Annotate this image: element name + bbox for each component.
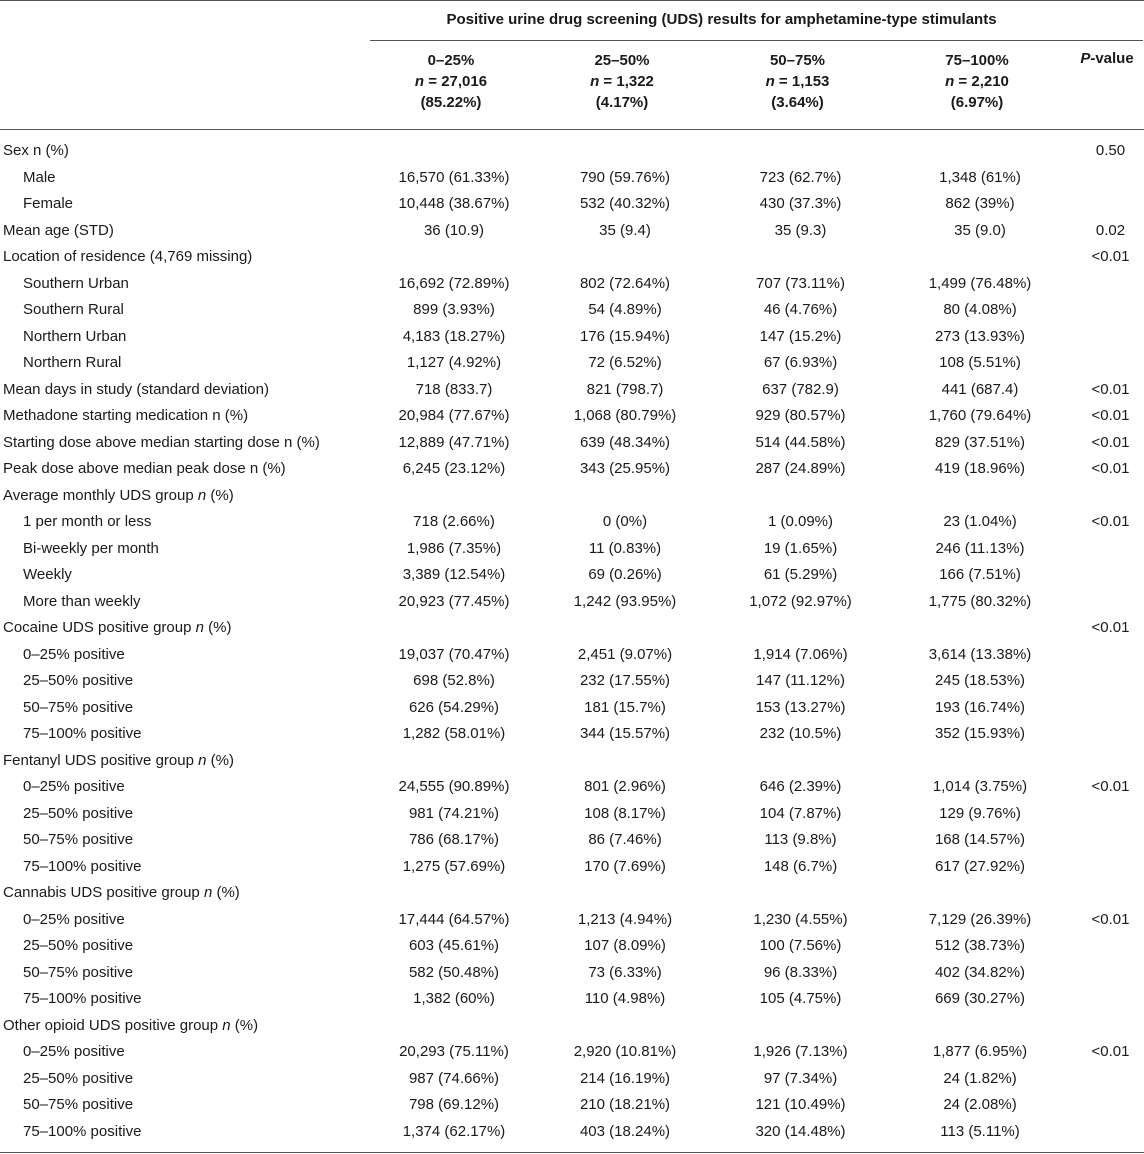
row-label: Male <box>23 168 56 186</box>
table-cell: 12,889 (47.71%) <box>398 433 510 451</box>
table-cell: 512 (38.73%) <box>934 937 1026 954</box>
table-cell: 11 (0.83%) <box>588 539 662 557</box>
table-cell: 20,923 (77.45%) <box>398 592 510 610</box>
row-label: Fentanyl UDS positive group n (%) <box>3 751 234 769</box>
table-row <box>0 377 1144 404</box>
table-cell: 344 (15.57%) <box>579 725 671 742</box>
row-label: 75–100% positive <box>23 725 142 742</box>
p-value-cell <box>1074 748 1144 775</box>
table-cell: 1,986 (7.35%) <box>406 539 502 557</box>
p-value-cell: <0.01 <box>1091 380 1130 398</box>
table-cell: 582 (50.48%) <box>408 963 500 981</box>
table-cell: 430 (37.3%) <box>759 195 842 212</box>
table-cell: 1,775 (80.32%) <box>928 592 1032 610</box>
table-cell <box>886 244 1074 271</box>
row-label: Mean age (STD) <box>3 221 114 239</box>
p-value-cell: <0.01 <box>1091 433 1130 451</box>
table-cell: 639 (48.34%) <box>579 433 671 451</box>
row-label: 75–100% positive <box>23 857 142 875</box>
column-header-75-100 <box>883 50 1071 113</box>
p-value-cell <box>1074 165 1144 192</box>
row-label: Sex n (%) <box>3 142 69 159</box>
table-row <box>0 668 1144 695</box>
row-label: 75–100% positive <box>23 990 142 1007</box>
p-value-cell <box>1074 1013 1144 1040</box>
table-cell: 16,570 (61.33%) <box>398 168 510 186</box>
row-label: 0–25% positive <box>23 778 125 795</box>
table-cell: 403 (18.24%) <box>579 1122 671 1140</box>
table-cell: 104 (7.87%) <box>759 804 842 822</box>
table-cell: 646 (2.39%) <box>759 778 842 795</box>
table-cell: 273 (13.93%) <box>934 327 1026 345</box>
row-label: Southern Rural <box>23 301 124 318</box>
p-value-cell <box>1074 483 1144 510</box>
p-value-cell <box>1074 695 1144 722</box>
table-cell: 1,127 (4.92%) <box>406 354 502 371</box>
table-cell: 35 (9.4) <box>599 221 651 239</box>
p-value-cell <box>1074 324 1144 351</box>
table-cell <box>886 138 1074 165</box>
table-cell <box>886 880 1074 907</box>
p-value-cell <box>1074 880 1144 907</box>
table-cell <box>715 1013 886 1040</box>
p-value-cell: <0.01 <box>1091 1043 1130 1060</box>
table-cell: 532 (40.32%) <box>579 195 671 212</box>
column-n: n = 27,016 <box>414 73 488 90</box>
table-cell: 669 (30.27%) <box>934 990 1026 1007</box>
table-row <box>0 350 1144 377</box>
table-cell: 69 (0.26%) <box>588 566 662 583</box>
table-row <box>0 1092 1144 1119</box>
table-cell: 210 (18.21%) <box>579 1096 671 1113</box>
p-value-cell <box>1074 933 1144 960</box>
table-cell: 3,614 (13.38%) <box>928 645 1032 663</box>
table-cell: 166 (7.51%) <box>939 566 1021 583</box>
p-value-cell: <0.01 <box>1091 513 1130 530</box>
table-cell: 343 (25.95%) <box>579 460 671 477</box>
p-value-cell: 0.02 <box>1095 221 1126 239</box>
table-cell <box>373 244 535 271</box>
table-cell: 1,382 (60%) <box>413 990 495 1007</box>
table-cell <box>715 483 886 510</box>
p-value-cell <box>1074 297 1144 324</box>
table-cell: 170 (7.69%) <box>584 857 666 875</box>
table-cell: 1,213 (4.94%) <box>577 910 673 928</box>
table-cell <box>715 138 886 165</box>
table-cell: 193 (16.74%) <box>934 698 1026 716</box>
table-cell: 929 (80.57%) <box>755 407 846 424</box>
header-bottom-rule <box>0 129 1144 130</box>
table-row <box>0 324 1144 351</box>
table-row <box>0 430 1144 457</box>
table-row <box>0 907 1144 934</box>
table-row <box>0 271 1144 298</box>
table-row <box>0 1119 1144 1146</box>
table-cell: 214 (16.19%) <box>579 1069 671 1087</box>
p-value-cell: <0.01 <box>1091 407 1130 424</box>
table-cell: 419 (18.96%) <box>934 460 1026 477</box>
table-cell: 1,014 (3.75%) <box>932 778 1028 795</box>
table-cell: 232 (10.5%) <box>759 725 842 742</box>
column-pct: (85.22%) <box>420 94 482 111</box>
p-value-cell <box>1074 191 1144 218</box>
table-cell: 718 (833.7) <box>415 380 493 398</box>
p-value-cell: <0.01 <box>1091 619 1130 636</box>
table-cell: 0 (0%) <box>602 513 648 530</box>
table-cell: 181 (15.7%) <box>584 698 666 716</box>
column-range: 50–75% <box>769 52 826 69</box>
column-n: n = 1,322 <box>590 73 654 90</box>
table-cell <box>373 1013 535 1040</box>
table-cell <box>886 615 1074 642</box>
table-cell <box>886 483 1074 510</box>
table-cell: 1,914 (7.06%) <box>753 645 848 663</box>
table-cell <box>535 880 715 907</box>
table-cell <box>886 1013 1074 1040</box>
column-range: 75–100% <box>945 52 1009 69</box>
table-cell: 402 (34.82%) <box>934 963 1026 981</box>
table-cell: 67 (6.93%) <box>763 354 838 371</box>
table-cell: 829 (37.51%) <box>934 433 1026 451</box>
row-label: 25–50% positive <box>23 937 134 954</box>
table-cell: 20,293 (75.11%) <box>399 1043 509 1060</box>
table-cell: 603 (45.61%) <box>408 937 500 954</box>
table-cell: 96 (8.33%) <box>763 963 838 981</box>
table-row <box>0 986 1144 1013</box>
table-cell <box>715 748 886 775</box>
table-cell: 441 (687.4) <box>941 380 1019 398</box>
table-row <box>0 721 1144 748</box>
table-cell: 2,920 (10.81%) <box>573 1043 677 1060</box>
table-cell: 1,242 (93.95%) <box>573 592 677 610</box>
table-cell: 24,555 (90.89%) <box>398 778 510 795</box>
row-label: 25–50% positive <box>23 804 134 822</box>
table-row <box>0 801 1144 828</box>
table-row <box>0 562 1144 589</box>
table-cell <box>886 748 1074 775</box>
p-value-cell <box>1074 668 1144 695</box>
top-rule <box>0 0 1144 1</box>
table-cell: 617 (27.92%) <box>934 857 1026 875</box>
p-value-cell: <0.01 <box>1091 248 1130 265</box>
table-cell <box>373 615 535 642</box>
table-row <box>0 1013 1144 1040</box>
row-label: 0–25% positive <box>23 910 125 928</box>
p-value-cell <box>1074 536 1144 563</box>
table-row <box>0 695 1144 722</box>
p-value-cell <box>1074 589 1144 616</box>
row-label: 25–50% positive <box>23 1069 134 1087</box>
table-cell: 97 (7.34%) <box>763 1069 838 1087</box>
table-cell: 46 (4.76%) <box>763 301 838 318</box>
row-label: 50–75% positive <box>23 963 134 981</box>
table-row <box>0 483 1144 510</box>
p-value-cell <box>1074 642 1144 669</box>
table-cell <box>373 748 535 775</box>
column-header-50-75 <box>712 50 883 113</box>
table-row <box>0 933 1144 960</box>
table-row <box>0 774 1144 801</box>
table-cell <box>373 138 535 165</box>
table-cell: 1,282 (58.01%) <box>402 725 506 742</box>
table-row <box>0 297 1144 324</box>
table-cell: 176 (15.94%) <box>579 327 671 345</box>
table-row <box>0 589 1144 616</box>
row-label: Peak dose above median peak dose n (%) <box>3 460 286 477</box>
row-label: Cocaine UDS positive group n (%) <box>3 619 232 636</box>
table-cell <box>535 1013 715 1040</box>
row-label: Location of residence (4,769 missing) <box>3 248 253 265</box>
row-label: 75–100% positive <box>23 1122 142 1140</box>
table-cell: 113 (9.8%) <box>764 831 837 848</box>
table-cell: 72 (6.52%) <box>588 354 662 371</box>
row-label: Cannabis UDS positive group n (%) <box>3 884 240 901</box>
p-value-cell <box>1074 986 1144 1013</box>
row-label: 50–75% positive <box>23 831 134 848</box>
table-cell: 637 (782.9) <box>762 380 839 398</box>
table-cell: 1,877 (6.95%) <box>932 1043 1028 1060</box>
table-cell <box>535 244 715 271</box>
table-row <box>0 827 1144 854</box>
row-label: Weekly <box>23 566 72 583</box>
p-value-cell <box>1074 562 1144 589</box>
row-label: Female <box>23 195 74 212</box>
row-label: Southern Urban <box>23 274 129 292</box>
p-value-cell <box>1074 1119 1144 1146</box>
column-range: 0–25% <box>427 52 475 69</box>
p-value-cell <box>1074 271 1144 298</box>
column-n: n = 2,210 <box>945 73 1009 90</box>
p-value-cell <box>1074 1066 1144 1093</box>
table-cell: 73 (6.33%) <box>588 963 662 981</box>
table-cell: 981 (74.21%) <box>408 804 500 822</box>
table-cell: 19,037 (70.47%) <box>398 645 510 663</box>
table-cell: 786 (68.17%) <box>408 831 500 848</box>
table-cell: 24 (2.08%) <box>943 1096 1017 1113</box>
table-cell: 320 (14.48%) <box>755 1122 846 1140</box>
table-cell: 113 (5.11%) <box>940 1122 1020 1140</box>
table-cell: 17,444 (64.57%) <box>398 910 510 928</box>
row-label: 0–25% positive <box>23 1043 125 1060</box>
table-cell: 61 (5.29%) <box>763 566 838 583</box>
table-body <box>0 138 1144 1145</box>
table-row <box>0 165 1144 192</box>
table-cell <box>373 483 535 510</box>
table-cell <box>535 748 715 775</box>
table-cell: 107 (8.09%) <box>584 937 666 954</box>
table-cell: 626 (54.29%) <box>408 698 500 716</box>
column-range: 25–50% <box>594 52 650 69</box>
spanning-header-rule <box>370 40 1143 41</box>
row-label: 50–75% positive <box>23 1096 134 1113</box>
column-header-p-value: P-value <box>1080 50 1134 67</box>
table-cell: 148 (6.7%) <box>763 857 838 875</box>
table-cell: 352 (15.93%) <box>934 725 1026 742</box>
table-cell: 35 (9.3) <box>774 221 827 239</box>
table-cell: 798 (69.12%) <box>408 1096 500 1113</box>
table-cell: 7,129 (26.39%) <box>928 910 1032 928</box>
table-cell: 1,348 (61%) <box>939 168 1021 186</box>
row-label: Mean days in study (standard deviation) <box>3 380 269 398</box>
table-row <box>0 191 1144 218</box>
row-label: Average monthly UDS group n (%) <box>3 486 234 504</box>
column-pct: (3.64%) <box>771 94 824 111</box>
row-label: Northern Rural <box>23 354 122 371</box>
table-cell: 80 (4.08%) <box>943 301 1017 318</box>
table-cell <box>535 615 715 642</box>
row-label: Methadone starting medication n (%) <box>3 407 249 424</box>
table-cell: 1,072 (92.97%) <box>749 592 852 610</box>
table-cell: 245 (18.53%) <box>934 672 1026 689</box>
table-cell: 121 (10.49%) <box>755 1096 846 1113</box>
table-cell: 36 (10.9) <box>423 221 485 239</box>
table-cell: 821 (798.7) <box>586 380 664 398</box>
column-header-0-25 <box>370 50 532 113</box>
table-cell: 1,230 (4.55%) <box>753 910 848 928</box>
table-row <box>0 244 1144 271</box>
table-cell: 1,374 (62.17%) <box>402 1122 506 1140</box>
row-label: 1 per month or less <box>23 513 152 530</box>
table-cell <box>373 880 535 907</box>
table-row <box>0 456 1144 483</box>
p-value-cell: <0.01 <box>1091 778 1130 795</box>
row-label: Bi-weekly per month <box>23 539 159 557</box>
table-row <box>0 509 1144 536</box>
table-row <box>0 748 1144 775</box>
p-value-cell: <0.01 <box>1091 460 1130 477</box>
p-value-cell: 0.50 <box>1095 142 1126 159</box>
table-row <box>0 403 1144 430</box>
table-cell: 4,183 (18.27%) <box>402 327 506 345</box>
table-cell: 1,760 (79.64%) <box>928 407 1032 424</box>
table-cell: 718 (2.66%) <box>413 513 495 530</box>
row-label: 50–75% positive <box>23 698 134 716</box>
table-cell: 20,984 (77.67%) <box>398 407 510 424</box>
table-cell: 723 (62.7%) <box>759 168 842 186</box>
table-cell: 801 (2.96%) <box>584 778 666 795</box>
table-row <box>0 615 1144 642</box>
table-row <box>0 854 1144 881</box>
table-row <box>0 1066 1144 1093</box>
table-cell <box>715 615 886 642</box>
table-row <box>0 642 1144 669</box>
table-cell <box>715 244 886 271</box>
table-cell: 16,692 (72.89%) <box>398 274 510 292</box>
p-value-cell <box>1074 721 1144 748</box>
results-table <box>0 138 1144 1145</box>
table-cell: 6,245 (23.12%) <box>402 460 506 477</box>
p-value-cell <box>1074 827 1144 854</box>
table-cell: 790 (59.76%) <box>579 168 671 186</box>
table-cell: 54 (4.89%) <box>588 301 662 318</box>
table-cell: 35 (9.0) <box>954 221 1006 239</box>
table-cell: 707 (73.11%) <box>756 274 845 292</box>
table-cell: 86 (7.46%) <box>588 831 662 848</box>
table-cell: 1,275 (57.69%) <box>402 857 506 875</box>
table-row <box>0 218 1144 245</box>
table-cell <box>535 138 715 165</box>
table-cell: 100 (7.56%) <box>759 937 842 954</box>
row-label: 0–25% positive <box>23 645 125 663</box>
table-cell: 108 (5.51%) <box>939 354 1021 371</box>
p-value-cell <box>1074 960 1144 987</box>
table-cell: 147 (11.12%) <box>756 672 845 689</box>
table-cell: 246 (11.13%) <box>935 539 1025 557</box>
row-label: More than weekly <box>23 592 141 610</box>
table-cell: 987 (74.66%) <box>408 1069 500 1087</box>
p-value-cell <box>1074 350 1144 377</box>
p-value-cell <box>1074 854 1144 881</box>
table-row <box>0 1039 1144 1066</box>
table-cell: 802 (72.64%) <box>579 274 671 292</box>
table-cell: 1,926 (7.13%) <box>753 1043 848 1060</box>
table-cell: 129 (9.76%) <box>939 804 1021 822</box>
row-label: Starting dose above median starting dose n (%) <box>3 433 320 451</box>
table-cell: 23 (1.04%) <box>943 513 1017 530</box>
bottom-rule <box>0 1152 1144 1153</box>
table-cell: 153 (13.27%) <box>755 698 846 716</box>
table-row <box>0 138 1144 165</box>
table-row <box>0 536 1144 563</box>
row-label: Other opioid UDS positive group n (%) <box>3 1016 259 1034</box>
table-row <box>0 960 1144 987</box>
table-cell: 19 (1.65%) <box>763 539 838 557</box>
p-value-cell <box>1074 801 1144 828</box>
column-n: n = 1,153 <box>765 73 830 90</box>
table-cell: 2,451 (9.07%) <box>577 645 673 663</box>
table-cell: 105 (4.75%) <box>759 990 842 1007</box>
table-row <box>0 880 1144 907</box>
table-cell: 168 (14.57%) <box>934 831 1026 848</box>
table-cell: 1,499 (76.48%) <box>928 274 1032 292</box>
table-cell: 1 (0.09%) <box>767 513 834 530</box>
table-cell: 110 (4.98%) <box>584 990 666 1007</box>
table-cell: 3,389 (12.54%) <box>402 566 506 583</box>
column-pct: (4.17%) <box>595 94 649 111</box>
p-value-cell: <0.01 <box>1091 910 1130 928</box>
table-cell: 232 (17.55%) <box>579 672 671 689</box>
table-cell: 514 (44.58%) <box>755 433 846 451</box>
column-header-25-50 <box>532 50 712 113</box>
table-cell <box>715 880 886 907</box>
table-cell: 287 (24.89%) <box>755 460 846 477</box>
column-pct: (6.97%) <box>950 94 1004 111</box>
table-cell: 698 (52.8%) <box>413 672 495 689</box>
spanning-header: Positive urine drug screening (UDS) results for amphetamine-type stimulants <box>446 11 997 28</box>
table-cell: 899 (3.93%) <box>413 301 495 318</box>
table-cell: 108 (8.17%) <box>584 804 666 822</box>
table-cell: 10,448 (38.67%) <box>398 195 510 212</box>
row-label: 25–50% positive <box>23 672 134 689</box>
table-cell: 862 (39%) <box>945 195 1015 212</box>
table-cell <box>535 483 715 510</box>
table-cell: 1,068 (80.79%) <box>573 407 677 424</box>
table-cell: 24 (1.82%) <box>943 1069 1017 1087</box>
p-value-cell <box>1074 1092 1144 1119</box>
row-label: Northern Urban <box>23 327 127 345</box>
table-cell: 147 (15.2%) <box>759 327 842 345</box>
